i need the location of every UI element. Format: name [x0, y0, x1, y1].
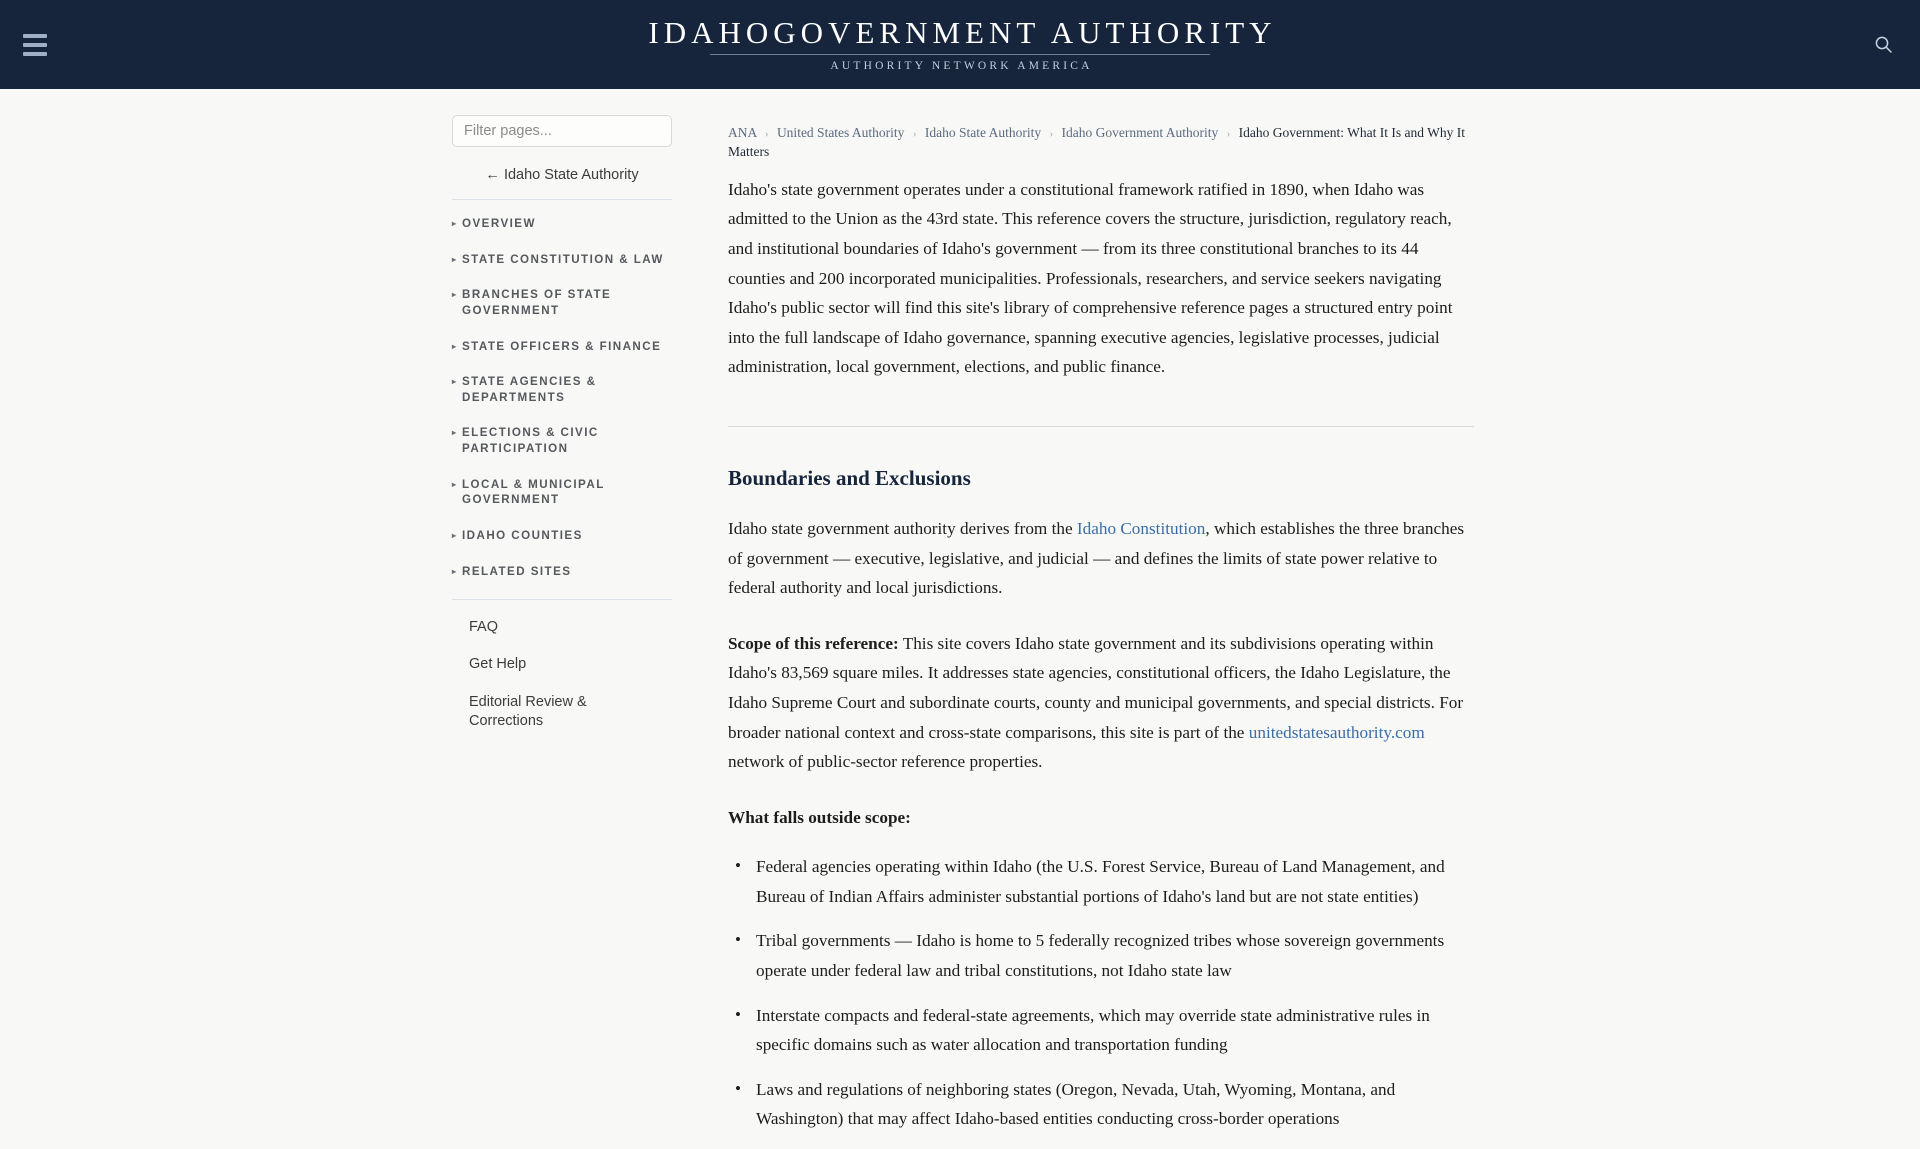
outside-scope-label: What falls outside scope:: [728, 807, 911, 827]
authority-paragraph: [728, 514, 1474, 603]
scope-text-before: This site covers Idaho state government and its subdivisions operating within Idaho's 83,569 square miles. It addresses state agencies, constitutional officers, the Idaho Legislature, the Idaho Supreme Court and subordinate courts, county and municipal governments, and special districts. For broader national context and cross-state comparisons, this site is part of the: [728, 633, 1464, 742]
sidebar-item-label: RELATED SITES: [462, 564, 572, 578]
sidebar-item-label: IDAHO COUNTIES: [462, 529, 583, 543]
breadcrumb-current-page: Idaho Government: What It Is and Why It Matters: [728, 125, 1465, 159]
site-header: [0, 0, 1920, 89]
breadcrumb-item-idaho-state-authority[interactable]: Idaho State Authority: [924, 125, 1042, 140]
authority-text-before: Idaho state government authority derives from the: [728, 519, 1077, 539]
sidebar-item-label: STATE AGENCIES & DEPARTMENTS: [462, 375, 597, 404]
breadcrumb-separator: ›: [764, 128, 769, 140]
sidebar-item-state-officers-finance[interactable]: [452, 339, 672, 355]
sidebar-item-state-agencies-departments[interactable]: [452, 374, 672, 405]
chevron-right-icon: ▸: [452, 531, 457, 541]
search-icon[interactable]: [1868, 30, 1898, 60]
sidebar-item-idaho-counties[interactable]: [452, 528, 672, 544]
idaho-constitution-link[interactable]: Idaho Constitution: [1076, 519, 1206, 539]
sidebar-item-branches-of-state-government[interactable]: [452, 287, 672, 318]
site-branding: [643, 14, 1277, 73]
chevron-right-icon: ▸: [452, 566, 457, 576]
hamburger-menu-icon[interactable]: [18, 30, 52, 60]
hamburger-bar: [23, 34, 47, 38]
breadcrumb-item-united-states-authority[interactable]: United States Authority: [776, 125, 905, 140]
list-item: • Laws and regulations of neighboring states (Oregon, Nevada, Utah, Wyoming, Montana, and Washington) that may affect Idaho-based entities conducting cross-border operations: [752, 1075, 1474, 1134]
chevron-right-icon: ▸: [452, 219, 457, 228]
chevron-right-icon: ▸: [452, 341, 457, 351]
page-wrapper: [0, 89, 1920, 1149]
sidebar-link-faq[interactable]: FAQ: [469, 619, 499, 636]
sidebar-footer-links: [452, 600, 672, 731]
chevron-right-icon: ▸: [452, 254, 457, 264]
breadcrumb: [728, 124, 1474, 162]
sidebar-item-label: OVERVIEW: [462, 217, 536, 230]
site-subtitle: AUTHORITY NETWORK AMERICA: [830, 59, 1093, 72]
chevron-right-icon: ▸: [452, 428, 457, 438]
scope-paragraph: [728, 629, 1474, 777]
list-item: • Interstate compacts and federal-state agreements, which may override state administrative rules in specific domains such as water allocation and transportation funding: [752, 1001, 1474, 1060]
scope-label: Scope of this reference:: [728, 633, 899, 653]
main-content: [728, 115, 1474, 1149]
chevron-right-icon: ▸: [452, 377, 457, 387]
chevron-right-icon: ▸: [452, 479, 457, 489]
authority-text-after: , which establishes the three branches of government — executive, legislative, and judicial — and defines the limits of state power relative to federal authority and local jurisdictions.: [728, 519, 1465, 598]
breadcrumb-item-idaho-government-authority[interactable]: Idaho Government Authority: [1061, 125, 1219, 140]
scope-text-after: network of public-sector reference properties.: [728, 752, 1043, 772]
chevron-right-icon: ▸: [452, 290, 457, 300]
breadcrumb-separator: ›: [1226, 128, 1231, 140]
sidebar-item-label: ELECTIONS & CIVIC PARTICIPATION: [462, 426, 599, 456]
sidebar-item-label: STATE OFFICERS & FINANCE: [462, 339, 662, 353]
sidebar-item-label: BRANCHES OF STATE GOVERNMENT: [462, 288, 612, 317]
sidebar-item-related-sites[interactable]: [452, 564, 672, 580]
page-section-title: Boundaries and Exclusions: [728, 465, 971, 490]
section-divider: [728, 426, 1474, 427]
breadcrumb-item-ana[interactable]: ANA: [728, 125, 757, 140]
outside-scope-list: [728, 852, 1474, 1134]
sidebar: [452, 115, 672, 749]
back-to-parent-link[interactable]: ← Idaho State Authority: [485, 167, 639, 183]
site-title: IDAHOGOVERNMENT AUTHORITY: [648, 14, 1277, 50]
hamburger-bar: [23, 52, 47, 56]
sidebar-item-elections-civic-participation[interactable]: [452, 425, 672, 456]
sidebar-nav: [452, 200, 672, 579]
sidebar-item-local-municipal-government[interactable]: [452, 477, 672, 508]
list-item: • Federal agencies operating within Idaho (the U.S. Forest Service, Bureau of Land Management, and Bureau of Indian Affairs administer substantial portions of Idaho's land but are not state entities): [752, 852, 1474, 911]
breadcrumb-separator: ›: [1049, 128, 1054, 140]
unitedstatesauthority-link[interactable]: unitedstatesauthority.com: [1248, 722, 1425, 742]
breadcrumb-separator: ›: [912, 128, 917, 140]
sidebar-link-editorial-review-corrections[interactable]: Editorial Review & Corrections: [469, 693, 587, 729]
filter-pages-input[interactable]: [452, 115, 672, 147]
sidebar-link-get-help[interactable]: Get Help: [469, 656, 527, 673]
sidebar-item-state-constitution-law[interactable]: [452, 252, 672, 268]
intro-paragraph: Idaho's state government operates under a constitutional framework ratified in 1890, when Idaho was admitted to the Union as the 43rd state. This reference covers the structure, jurisdiction, regulatory reach, and institutional boundaries of Idaho's government — from its three constitutional branches to its 44 counties and 200 incorporated municipalities. Professionals, researchers, and service seekers navigating Idaho's public sector will find this site's library of comprehensive reference pages a structured entry point into the full landscape of Idaho governance, spanning executive agencies, legislative processes, judicial administration, local government, elections, and public finance.: [728, 179, 1453, 377]
hamburger-bar: [23, 43, 47, 47]
list-item: • Tribal governments — Idaho is home to 5 federally recognized tribes whose sovereign governments operate under federal law and tribal constitutions, not Idaho state law: [752, 926, 1474, 985]
sidebar-item-label: LOCAL & MUNICIPAL GOVERNMENT: [462, 477, 605, 507]
sidebar-item-overview[interactable]: [452, 216, 672, 232]
brand-divider: [710, 54, 1210, 55]
sidebar-item-label: STATE CONSTITUTION & LAW: [462, 252, 664, 266]
